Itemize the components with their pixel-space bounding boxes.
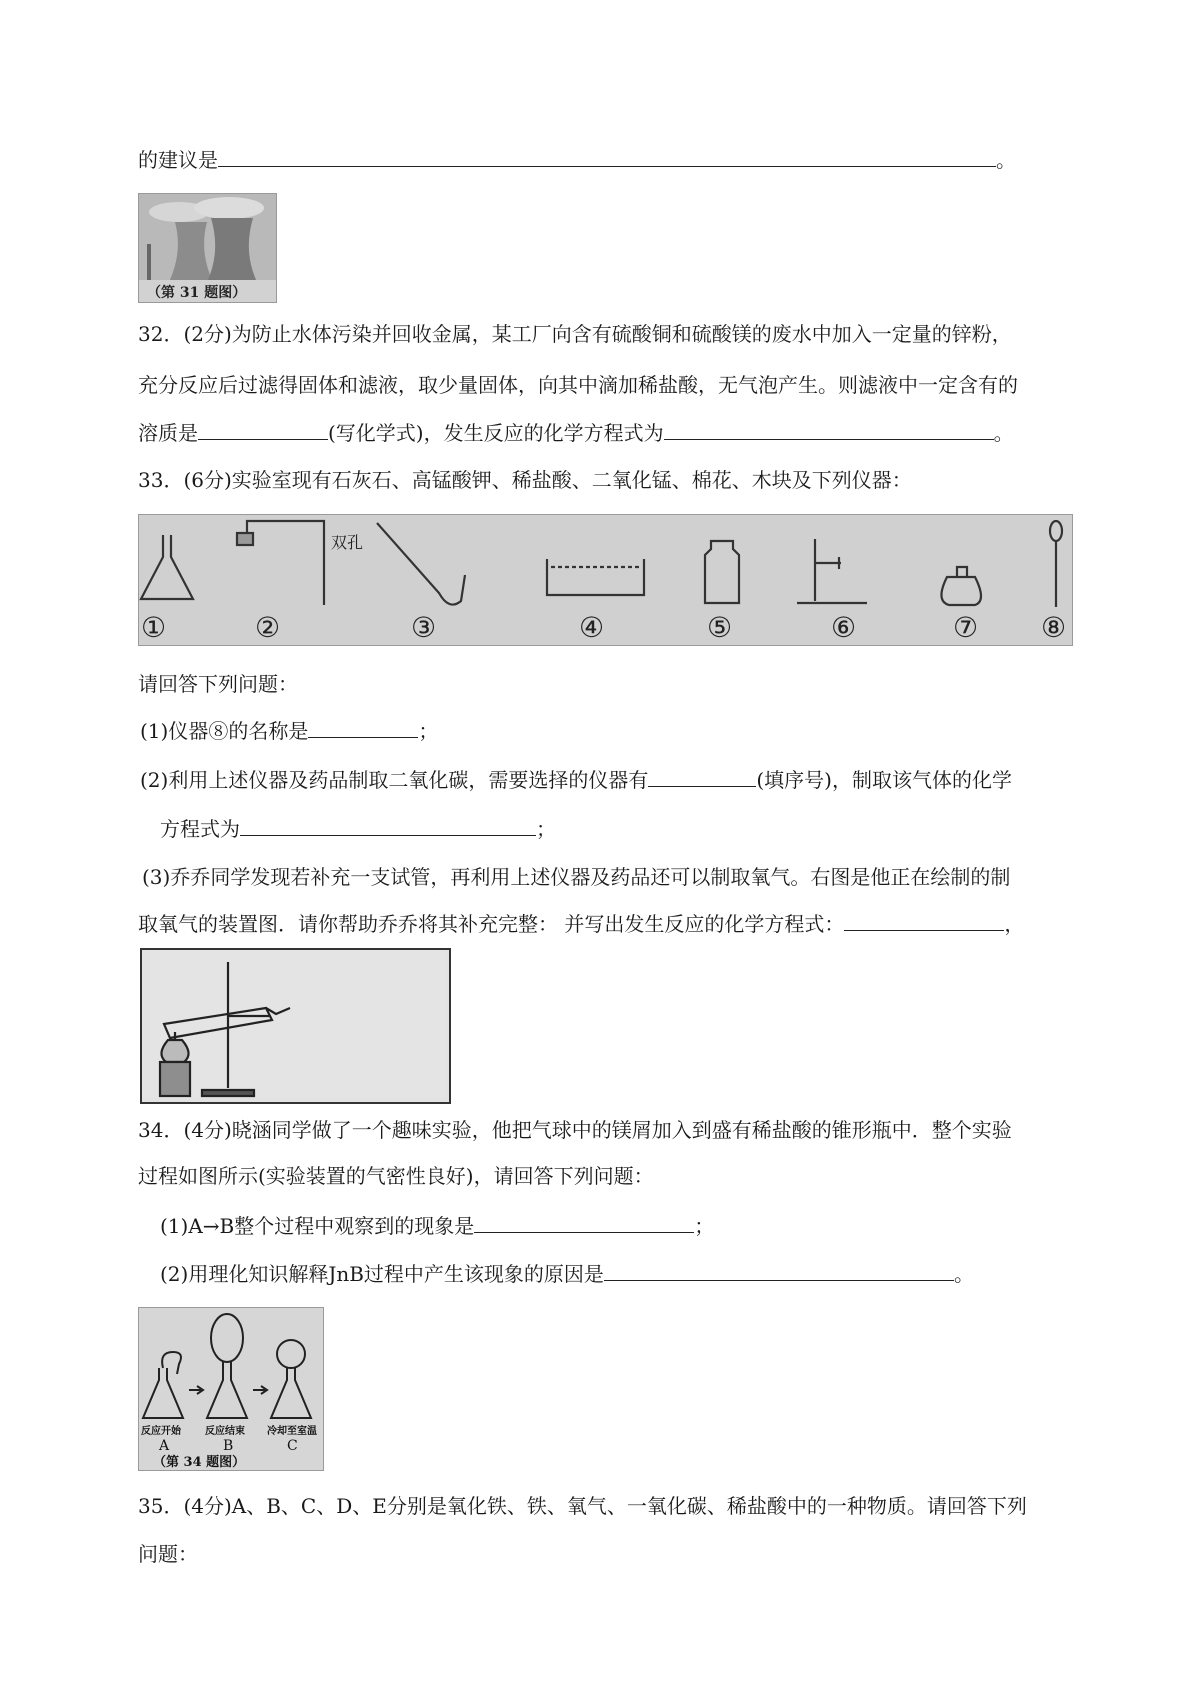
line-text: 。	[996, 148, 1016, 172]
apparatus-number: ④	[579, 611, 605, 644]
answer-blank[interactable]	[198, 419, 328, 440]
fig34-label-c: 冷却至室温	[267, 1426, 317, 1437]
answer-blank[interactable]	[308, 717, 418, 738]
question-34-line-2: 过程如图所示(实验装置的气密性良好)，请回答下列问题：	[138, 1164, 654, 1188]
line-text: 溶质是	[138, 421, 198, 445]
line-text: 取氧气的装置图．请你帮助乔乔将其补充完整： 并写出发生反应的化学方程式：	[138, 912, 845, 936]
answer-blank[interactable]	[240, 815, 536, 836]
apparatus-2-label: 双孔	[331, 533, 364, 552]
apparatus-number: ⑥	[831, 611, 857, 644]
figure-33-oxygen-apparatus	[140, 948, 451, 1104]
line-text: (2)用理化知识解释JnB过程中产生该现象的原因是	[160, 1262, 604, 1286]
apparatus-number: ⑦	[953, 611, 979, 644]
figure-33-apparatus	[138, 514, 1073, 646]
answer-line-31	[138, 146, 1016, 174]
figure-caption: （第 34 题图）	[153, 1455, 246, 1470]
question-33-part-1	[140, 717, 438, 745]
line-text: ；	[418, 719, 439, 743]
line-text: (1)仪器⑧的名称是	[140, 719, 309, 743]
figure-31-cooling-towers	[138, 193, 277, 303]
question-35-line-2: 问题：	[138, 1542, 198, 1566]
fig34-label-b: 反应结束	[205, 1426, 245, 1437]
question-33-part-2-line-2	[160, 815, 556, 843]
line-text: ；	[694, 1214, 715, 1238]
apparatus-number: ⑧	[1041, 611, 1067, 644]
fig34-letter-c: C	[287, 1438, 298, 1454]
line-text: 的建议是	[138, 148, 218, 172]
line-text: ，	[1004, 912, 1025, 936]
question-32-line-2: 充分反应后过滤得固体和滤液，取少量固体，向其中滴加稀盐酸，无气泡产生。则滤液中一定含有的	[138, 373, 1018, 397]
question-34-part-2	[160, 1260, 974, 1288]
figure-caption: （第 31 题图）	[147, 285, 247, 301]
line-text: (2)利用上述仪器及药品制取二氧化碳，需要选择的仪器有	[140, 768, 649, 792]
question-34-line-1: 34．(4分)晓涵同学做了一个趣味实验，他把气球中的镁屑加入到盛有稀盐酸的锥形瓶中．整个实验	[138, 1118, 1012, 1142]
question-33-part-3-line-1: (3)乔乔同学发现若补充一支试管，再利用上述仪器及药品还可以制取氧气。右图是他正在绘制的制	[142, 865, 1011, 889]
answer-blank[interactable]	[844, 910, 1004, 931]
line-text: ；	[536, 817, 556, 841]
answer-blank[interactable]	[648, 766, 756, 787]
line-text: 。	[993, 421, 1014, 445]
line-text: 。	[953, 1262, 974, 1286]
fig34-letter-a: A	[159, 1438, 170, 1454]
answer-blank[interactable]	[474, 1212, 694, 1233]
apparatus-number: ①	[141, 611, 167, 644]
question-33-prompt: 请回答下列问题：	[138, 672, 298, 696]
fig34-label-a: 反应开始	[141, 1426, 181, 1437]
fig34-letter-b: B	[223, 1438, 234, 1454]
line-text: 方程式为	[160, 817, 240, 841]
question-32-line-3	[138, 419, 1014, 447]
answer-blank[interactable]	[218, 146, 996, 167]
line-text: (写化学式)，发生反应的化学方程式为	[328, 421, 664, 445]
question-33-part-2-line-1	[140, 766, 1012, 794]
apparatus-number: ②	[255, 611, 281, 644]
line-text: (填序号)，制取该气体的化学	[756, 768, 1012, 792]
question-34-part-1	[160, 1212, 714, 1240]
figure-34-balloon-flasks	[138, 1307, 324, 1471]
apparatus-number: ⑤	[707, 611, 733, 644]
question-32-line-1: 32．(2分)为防止水体污染并回收金属，某工厂向含有硫酸铜和硫酸镁的废水中加入一定量的锌粉，	[138, 322, 1012, 346]
apparatus-number: ③	[411, 611, 437, 644]
question-33-part-3-line-2	[138, 910, 1024, 938]
question-35-line-1: 35．(4分)A、B、C、D、E分别是氧化铁、铁、氧气、一氧化碳、稀盐酸中的一种物质。请回答下列	[138, 1494, 1027, 1518]
question-33-line-1: 33．(6分)实验室现有石灰石、高锰酸钾、稀盐酸、二氧化锰、棉花、木块及下列仪器：	[138, 468, 912, 492]
answer-blank[interactable]	[604, 1260, 954, 1281]
answer-blank[interactable]	[664, 419, 994, 440]
line-text: (1)A→B整个过程中观察到的现象是	[160, 1214, 475, 1238]
